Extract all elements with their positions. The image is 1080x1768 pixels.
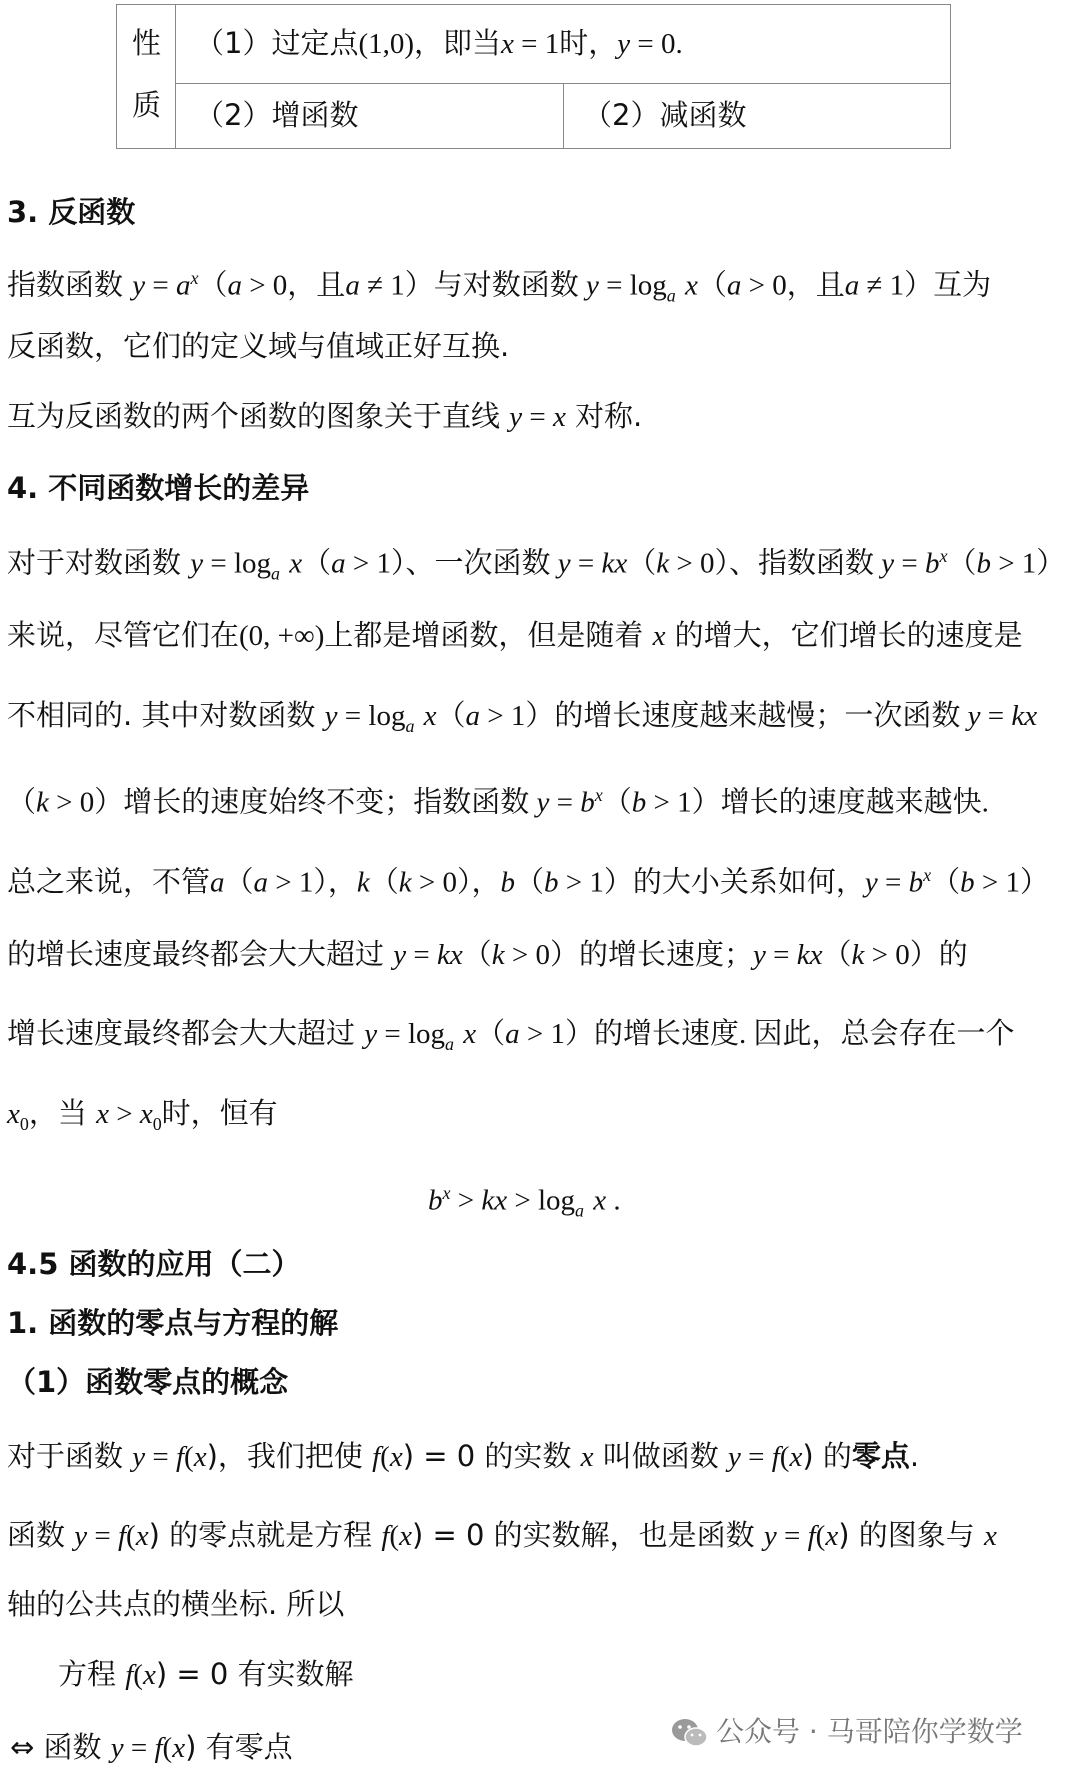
- m: (: [162, 1732, 173, 1764]
- m: =: [522, 401, 553, 433]
- v: x: [423, 700, 437, 732]
- paragraph-line: 轴的公共点的横坐标. 所以: [7, 1587, 345, 1621]
- v: x: [923, 865, 932, 885]
- v: a: [844, 269, 860, 302]
- v: y: [364, 1018, 378, 1050]
- v: a: [726, 269, 742, 302]
- t: （: [931, 864, 961, 899]
- paragraph-line: [7, 536, 1065, 593]
- v: x: [190, 268, 199, 288]
- v: x: [289, 547, 303, 580]
- t: ) 的: [802, 1439, 852, 1473]
- m: (: [380, 1441, 390, 1473]
- v: y: [727, 1441, 741, 1473]
- properties-table: [116, 4, 951, 149]
- paragraph-line: [7, 775, 989, 823]
- t: ) = 0 有实数解: [155, 1657, 354, 1691]
- v: x: [939, 546, 948, 566]
- m: =: [145, 1441, 176, 1473]
- v: kx: [796, 939, 823, 971]
- v: f: [381, 1520, 390, 1552]
- t: 来说，尽管它们在: [7, 618, 240, 652]
- t: 对于对数函数: [7, 545, 191, 580]
- m: (: [133, 1659, 143, 1691]
- v: a: [253, 866, 269, 899]
- v: y: [110, 1732, 124, 1764]
- m: =: [980, 700, 1012, 732]
- t: ，当: [28, 1096, 97, 1130]
- paragraph-line: [7, 934, 968, 975]
- t: ) 的零点就是方程: [148, 1518, 382, 1552]
- v: b: [500, 866, 516, 899]
- text: ，即当: [414, 26, 502, 60]
- v: x: [463, 1018, 477, 1050]
- v: x: [593, 1184, 607, 1217]
- t: （: [436, 698, 466, 732]
- math-var: y: [617, 28, 631, 60]
- t: ) 有零点: [185, 1730, 293, 1764]
- m: = log: [377, 1018, 446, 1050]
- m: > 1）: [990, 547, 1066, 580]
- m: > 1）增长的速度越来越快.: [646, 786, 989, 819]
- v: a: [227, 269, 242, 302]
- m: > 0，且: [741, 269, 845, 302]
- paragraph-line: [7, 855, 1049, 903]
- t: [280, 546, 289, 580]
- v: k: [36, 786, 49, 819]
- v: y: [324, 700, 338, 732]
- v: f: [154, 1732, 163, 1764]
- m: >: [108, 1098, 140, 1130]
- row-header: [132, 23, 161, 63]
- v: x: [96, 1098, 109, 1130]
- v: a: [331, 547, 346, 580]
- v: k: [656, 547, 670, 580]
- t: （: [627, 545, 657, 580]
- m: =: [123, 1732, 155, 1764]
- v: x: [442, 1183, 451, 1203]
- m: (0, +∞): [239, 620, 325, 652]
- v: f: [125, 1659, 134, 1691]
- m: =: [765, 939, 797, 971]
- t: 指数函数: [7, 267, 133, 302]
- t: 总之来说，不管: [7, 864, 211, 899]
- term-zero-point: 零点: [851, 1439, 910, 1473]
- t: ) 的图象与: [838, 1518, 984, 1552]
- math: (1,0): [358, 28, 415, 60]
- v: k: [356, 866, 370, 899]
- property-increasing: （2）增函数: [195, 98, 359, 132]
- t: （: [302, 545, 332, 580]
- v: y: [132, 269, 146, 302]
- paragraph-line: [7, 396, 642, 437]
- v: y: [536, 786, 550, 819]
- v: a: [666, 285, 676, 306]
- t: （: [198, 267, 228, 302]
- v: x: [594, 785, 603, 805]
- row-header-char: 性: [132, 26, 162, 60]
- math: = 1时，: [513, 28, 618, 60]
- t: 函数: [7, 1518, 75, 1552]
- v: y: [509, 401, 523, 433]
- v: a: [175, 269, 191, 302]
- table-divider: [563, 83, 564, 148]
- m: ≠ 1）与对数函数: [359, 269, 586, 302]
- t: 互为反函数的两个函数的图象关于直线: [7, 399, 510, 433]
- v: kx: [1011, 700, 1038, 732]
- v: b: [580, 786, 595, 819]
- v: x: [580, 1441, 594, 1473]
- paragraph-line: [7, 1436, 919, 1477]
- m: >: [450, 1184, 482, 1217]
- section-heading: 4.5 函数的应用（二）: [7, 1247, 301, 1281]
- v: y: [967, 700, 981, 732]
- m: > 0）的: [864, 939, 968, 971]
- t: [676, 268, 685, 302]
- m: > 0）、指数函数: [669, 547, 882, 580]
- v: y: [190, 547, 204, 580]
- math: = 0.: [630, 28, 683, 60]
- t: 增长速度最终都会大大超过: [7, 1016, 365, 1050]
- v: a: [575, 1200, 584, 1221]
- t: （: [462, 937, 492, 971]
- display-formula: [428, 1173, 621, 1230]
- m: =: [740, 1441, 772, 1473]
- m: (: [779, 1441, 790, 1473]
- t: ) = 0 的实数: [402, 1439, 581, 1473]
- v: kx: [436, 939, 463, 971]
- t: ) = 0 的实数解，也是函数: [411, 1518, 764, 1552]
- t: 方程: [58, 1657, 126, 1691]
- m: > 1）、一次函数: [345, 547, 558, 580]
- paragraph-line: [7, 615, 1023, 656]
- m: > 1）的增长速度. 因此，总会存在一个: [519, 1018, 1015, 1050]
- paragraph-line: [7, 258, 991, 315]
- subsection-heading: （1）函数零点的概念: [7, 1365, 289, 1399]
- v: x: [684, 269, 698, 302]
- m: (: [184, 1441, 194, 1473]
- t: 上都是增函数，但是随着: [324, 618, 653, 652]
- v: f: [372, 1441, 381, 1473]
- v: y: [585, 269, 599, 302]
- v: y: [393, 939, 407, 971]
- v: y: [881, 547, 895, 580]
- paragraph-line: 反函数，它们的定义域与值域正好互换.: [7, 329, 510, 363]
- t: 叫做函数: [593, 1439, 728, 1473]
- v: a: [505, 1018, 520, 1050]
- m: =: [406, 939, 437, 971]
- v: b: [908, 866, 924, 899]
- iff-symbol: ⇔: [10, 1730, 35, 1764]
- t: （: [822, 937, 852, 971]
- v: k: [491, 939, 505, 971]
- text: （1）过定点: [195, 26, 359, 60]
- v: y: [74, 1520, 88, 1552]
- v: x: [983, 1520, 997, 1552]
- v: f: [117, 1520, 127, 1552]
- v: f: [807, 1520, 816, 1552]
- m: (: [815, 1520, 826, 1552]
- v: x: [193, 1441, 207, 1473]
- watermark-text: 公众号 · 马哥陪你学数学: [716, 1715, 1023, 1748]
- v: y: [763, 1520, 777, 1552]
- v: x: [652, 620, 666, 652]
- paragraph-line: [7, 1093, 278, 1144]
- m: > log: [507, 1184, 576, 1217]
- m: = log: [337, 700, 406, 732]
- v: kx: [481, 1184, 508, 1217]
- t: （: [476, 1016, 506, 1050]
- m: > 0）的增长速度；: [504, 939, 753, 971]
- m: > 0，且: [241, 269, 346, 302]
- v: f: [771, 1441, 780, 1473]
- m: .: [606, 1184, 621, 1217]
- m: = log: [203, 547, 272, 580]
- m: 0: [152, 1113, 162, 1134]
- v: kx: [601, 547, 628, 580]
- property-decreasing: （2）减函数: [583, 98, 747, 132]
- m: =: [877, 866, 909, 899]
- math-var: x: [501, 28, 514, 60]
- v: a: [465, 700, 481, 732]
- t: 对于函数: [7, 1439, 133, 1473]
- row-header-char: 质: [132, 88, 162, 122]
- equivalence-line: [58, 1654, 354, 1695]
- t: （: [515, 864, 545, 899]
- section-heading: 4. 不同函数增长的差异: [7, 471, 310, 505]
- v: b: [631, 786, 647, 819]
- v: x: [399, 1520, 412, 1552]
- t: 函数: [34, 1730, 111, 1764]
- m: (: [389, 1520, 400, 1552]
- v: a: [405, 715, 415, 736]
- m: ≠ 1）互为: [859, 269, 992, 302]
- v: x: [389, 1441, 403, 1473]
- v: x: [7, 1098, 20, 1130]
- m: =: [570, 547, 602, 580]
- section-heading: 3. 反函数: [7, 195, 136, 229]
- v: a: [345, 269, 360, 302]
- t: 时，恒有: [161, 1096, 278, 1130]
- m: = log: [598, 269, 667, 302]
- v: x: [172, 1732, 186, 1764]
- wechat-icon: [670, 1716, 710, 1750]
- t: )，我们把使: [206, 1439, 373, 1473]
- paragraph-line: [7, 1013, 1014, 1064]
- m: =: [549, 786, 581, 819]
- t: [584, 1183, 593, 1217]
- m: (: [126, 1520, 136, 1552]
- subsection-heading: 1. 函数的零点与方程的解: [7, 1306, 339, 1340]
- v: y: [752, 939, 766, 971]
- paragraph-line: [7, 1515, 997, 1556]
- v: y: [557, 547, 571, 580]
- v: y: [864, 866, 878, 899]
- v: a: [210, 866, 225, 899]
- m: > 0），: [411, 866, 501, 899]
- property-fixed-point: [195, 23, 683, 64]
- v: x: [789, 1441, 803, 1473]
- t: （: [369, 864, 399, 899]
- t: 的增长速度最终都会大大超过: [7, 937, 394, 971]
- v: x: [135, 1520, 149, 1552]
- t: （: [7, 784, 37, 819]
- t: [454, 1016, 463, 1050]
- m: > 1），: [268, 866, 357, 899]
- paragraph-line: [7, 695, 1037, 746]
- m: > 1）的增长速度越来越慢；一次函数: [480, 700, 968, 732]
- t: （: [947, 545, 977, 580]
- t: .: [909, 1439, 920, 1473]
- v: x: [142, 1659, 156, 1691]
- v: b: [976, 547, 991, 580]
- v: b: [924, 547, 940, 580]
- m: =: [87, 1520, 118, 1552]
- t: 的增大，它们增长的速度是: [665, 618, 1023, 652]
- v: k: [398, 866, 412, 899]
- t: 不相同的. 其中对数函数: [7, 698, 325, 732]
- t: （: [697, 267, 727, 302]
- v: b: [544, 866, 559, 899]
- v: y: [132, 1441, 146, 1473]
- equivalence-line: [10, 1727, 293, 1768]
- m: =: [145, 269, 176, 302]
- v: x: [552, 401, 566, 433]
- v: b: [960, 866, 975, 899]
- v: f: [175, 1441, 185, 1473]
- m: =: [776, 1520, 808, 1552]
- v: b: [428, 1184, 443, 1217]
- m: > 0）增长的速度始终不变；指数函数: [48, 786, 537, 819]
- table-divider: [175, 5, 176, 148]
- m: 0: [19, 1113, 29, 1134]
- row-header: [132, 85, 161, 125]
- t: 对称.: [565, 399, 643, 433]
- m: > 1）: [974, 866, 1049, 899]
- t: [414, 698, 423, 732]
- v: x: [139, 1098, 153, 1130]
- v: a: [271, 563, 280, 584]
- t: （: [602, 784, 632, 819]
- v: k: [851, 939, 865, 971]
- m: > 1）的大小关系如何，: [558, 866, 865, 899]
- t: （: [224, 864, 254, 899]
- v: a: [445, 1033, 455, 1054]
- m: =: [894, 547, 925, 580]
- v: x: [825, 1520, 839, 1552]
